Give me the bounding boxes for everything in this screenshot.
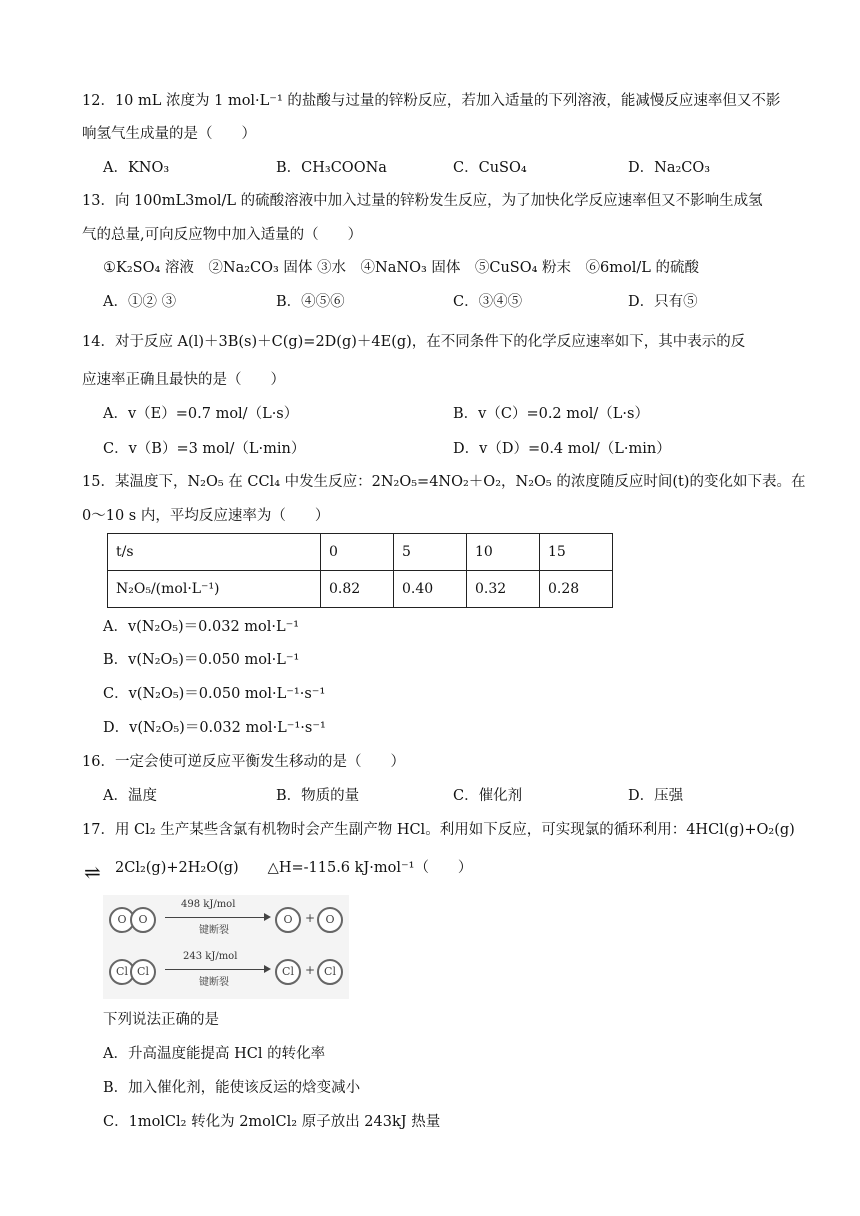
q17-prompt: 下列说法正确的是 [103, 1012, 219, 1028]
q14-option-d: D．v（D）=0.4 mol/（L·min） [453, 441, 671, 457]
q17-option-a: A．升高温度能提高 HCl 的转化率 [103, 1046, 326, 1062]
chlorine-atom-icon: Cl [317, 959, 343, 985]
q16-option-c: C．催化剂 [453, 788, 523, 804]
bond-break-label: 键断裂 [199, 925, 229, 936]
q13-option-b: B．④⑤⑥ [276, 294, 345, 310]
table-cell: 0.32 [467, 571, 540, 608]
table-row [108, 571, 613, 608]
q15-option-c: C．v(N₂O₅)＝0.050 mol·L⁻¹·s⁻¹ [103, 686, 326, 702]
q15-stem-line1: 15．某温度下，N₂O₅ 在 CCl₄ 中发生反应：2N₂O₅=4NO₂＋O₂，N₂O₅ 的浓度随反应时间(t)的变化如下表。在 [82, 474, 806, 490]
q17-stem-line1: 17．用 Cl₂ 生产某些含氯有机物时会产生副产物 HCl。利用如下反应，可实现氯的循环利用：4HCl(g)+O₂(g) [82, 822, 795, 838]
q12-option-a: A．KNO₃ [103, 160, 170, 176]
o2-bond-energy: 498 kJ/mol [181, 899, 236, 910]
q12-option-b: B．CH₃COONa [276, 160, 387, 176]
q16-stem: 16．一定会使可逆反应平衡发生移动的是（ ） [82, 754, 405, 770]
q13-stem-line1: 13．向 100mL3mol/L 的硫酸溶液中加入过量的锌粉发生反应，为了加快化学反应速率但又不影响生成氢 [82, 193, 763, 209]
q14-stem-line2: 应速率正确且最快的是（ ） [82, 372, 285, 388]
oxygen-atom-icon: O [275, 907, 301, 933]
chlorine-atom-icon: Cl [275, 959, 301, 985]
q17-option-b: B．加入催化剂，能使该反运的焓变减小 [103, 1080, 361, 1096]
q13-reagent-list: ①K₂SO₄ 溶液 ②Na₂CO₃ 固体 ③水 ④NaNO₃ 固体 ⑤CuSO₄ 粉末 ⑥6mol/L 的硫酸 [103, 260, 700, 276]
bond-break-label: 键断裂 [199, 977, 229, 988]
table-header-cell: t/s [108, 534, 321, 571]
q13-option-a: A．①② ③ [103, 294, 177, 310]
table-row [108, 534, 613, 571]
q15-option-b: B．v(N₂O₅)＝0.050 mol·L⁻¹ [103, 652, 300, 668]
oxygen-atom-icon: O [130, 907, 156, 933]
table-cell: N₂O₅/(mol·L⁻¹) [108, 571, 321, 608]
arrow-right-icon [165, 917, 269, 918]
q12-option-d: D．Na₂CO₃ [628, 160, 711, 176]
q13-option-d: D．只有⑤ [628, 294, 698, 310]
q15-option-d: D．v(N₂O₅)＝0.032 mol·L⁻¹·s⁻¹ [103, 720, 326, 736]
chlorine-atom-icon: Cl [130, 959, 156, 985]
table-cell: 0.28 [540, 571, 613, 608]
q14-stem-line1: 14．对于反应 A(l)＋3B(s)＋C(g)=2D(g)＋4E(g)，在不同条件下的化学反应速率如下，其中表示的反 [82, 334, 746, 350]
q15-option-a: A．v(N₂O₅)＝0.032 mol·L⁻¹ [103, 619, 300, 635]
q13-option-c: C．③④⑤ [453, 294, 523, 310]
q14-option-a: A．v（E）=0.7 mol/（L·s） [103, 406, 299, 422]
cl2-bond-energy: 243 kJ/mol [183, 951, 238, 962]
table-cell: 0.82 [321, 571, 394, 608]
oxygen-atom-icon: O [317, 907, 343, 933]
table-cell: 0.40 [394, 571, 467, 608]
q17-option-c: C．1molCl₂ 转化为 2molCl₂ 原子放出 243kJ 热量 [103, 1114, 441, 1130]
q14-option-b: B．v（C）=0.2 mol/（L·s） [453, 406, 649, 422]
arrow-right-icon [165, 969, 269, 970]
q16-option-b: B．物质的量 [276, 788, 360, 804]
table-header-cell: 5 [394, 534, 467, 571]
oxygen-atom-icon: O [109, 907, 135, 933]
q13-stem-line2: 气的总量,可向反应物中加入适量的（ ） [82, 227, 363, 243]
q15-stem-line2: 0～10 s 内，平均反应速率为（ ） [82, 508, 330, 524]
concentration-table [107, 533, 613, 608]
q16-option-a: A．温度 [103, 788, 157, 804]
equilibrium-arrow-icon: ⇌ [84, 860, 101, 884]
bond-energy-figure [103, 895, 349, 999]
plus-sign: + [305, 963, 316, 977]
table-header-cell: 0 [321, 534, 394, 571]
q12-stem-line1: 12．10 mL 浓度为 1 mol·L⁻¹ 的盐酸与过量的锌粉反应，若加入适量的下列溶液，能减慢反应速率但又不影 [82, 93, 781, 109]
chlorine-atom-icon: Cl [109, 959, 135, 985]
plus-sign: + [305, 911, 316, 925]
table-header-cell: 15 [540, 534, 613, 571]
q17-stem-line2: 2Cl₂(g)+2H₂O(g) △H=-115.6 kJ·mol⁻¹（ ） [115, 860, 473, 876]
q12-stem-line2: 响氢气生成量的是（ ） [82, 126, 256, 142]
q14-option-c: C．v（B）=3 mol/（L·min） [103, 441, 306, 457]
q16-option-d: D．压强 [628, 788, 684, 804]
q12-option-c: C．CuSO₄ [453, 160, 527, 176]
table-header-cell: 10 [467, 534, 540, 571]
